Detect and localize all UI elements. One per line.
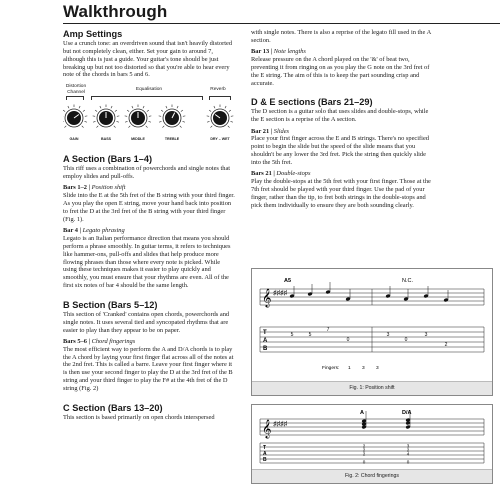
section-a-heading: A Section (Bars 1–4): [63, 154, 153, 165]
right-column: [251, 29, 436, 210]
fig2-tab-number: 2: [362, 443, 366, 449]
section-de-heading: D & E sections (Bars 21–29): [251, 97, 373, 108]
dry-wet-knob: [207, 105, 234, 128]
left-column: [63, 29, 235, 422]
fig2-chord-da: D/A: [402, 410, 412, 416]
figure-1-notation: [252, 269, 492, 382]
middle-knob: [125, 105, 152, 128]
bar-4-label: Bar 4: [63, 227, 78, 235]
fig1-tab-number: 0: [404, 337, 408, 343]
fig1-tab-t: T: [263, 330, 267, 336]
bar-4-text: Legato is an Italian performance direction that means you should perform a phrase smoothly. In guitar terms, it refers to techniques like hammer-ons, pull-offs and slides that help produce more flowing phrases than those where every note is picked. While using these techniques makes it easier to play quickly and smoothly, you must ensure that your rhythms are even. All of the first six notes of bar 4 should be the same length.: [63, 234, 231, 290]
fig2-tab-number: 2: [362, 447, 366, 453]
fig1-tab-number: 7: [326, 327, 330, 333]
fig1-finger-number: 1: [348, 366, 351, 371]
fig1-tab-b: B: [263, 346, 268, 352]
bass-knob-label: BASS: [101, 137, 111, 142]
section-b-text: This section of 'Cranked' contains open chords, powerchords and single notes. It uses several tied and syncopated rhythms that are easier to play than they appear to be on paper.: [63, 310, 230, 334]
fig2-tab-number: 2: [406, 447, 410, 453]
fig1-tab-number: 0: [346, 337, 350, 343]
equalisation-label: Equalisation: [135, 87, 163, 93]
bar-21-label: Bar 21: [251, 127, 270, 135]
middle-knob-label: MIDDLE: [131, 137, 145, 142]
amp-settings-heading: Amp Settings: [63, 29, 123, 39]
fig2-tab-number: 3: [406, 443, 410, 449]
distortion-channel-label: Distortion Channel: [65, 84, 87, 95]
fig1-note: [423, 286, 428, 298]
bars-21-double-stops-paragraph: Bars 21 | Double-stops Play the double-stops at the 5th fret with your first finger. Those at the 7th fret should be played with your third finger. Use the pad of your finger, rather than the tip, to fret both strings in the double-stops and pick them individually to ensure they are both sounding clearly.: [251, 170, 431, 209]
fig1-tab-a: A: [263, 338, 268, 344]
fig1-note: [307, 284, 312, 296]
gain-knob: [63, 105, 87, 128]
figure-2-chord-fingerings: [251, 404, 493, 484]
fig1-finger-number: 3: [362, 366, 365, 371]
bars-1-2-text: Slide into the E at the 5th fret of the B string with your third finger. As you play the open E string, move your hand back into position to fret the D at the 3rd fret of the B string with your third finger (Fig. 1).: [63, 192, 235, 223]
fig1-tab-number: 5: [290, 332, 294, 338]
reverb-label: Reverb: [210, 87, 226, 93]
fig2-tab-number: 0: [362, 459, 366, 465]
fig2-tab-number: 4: [406, 451, 410, 457]
fig1-note: [289, 286, 294, 298]
section-de-text: The D section is a guitar solo that uses slides and double-stops, while the E section is a reprise of the A section.: [251, 108, 429, 124]
svg-text:𝄞: 𝄞: [262, 290, 272, 307]
title-rule: [63, 23, 500, 24]
fig2-tab-number: 2: [362, 451, 366, 457]
figure-1-caption: Fig. 1: Position shift: [252, 381, 492, 395]
bars-21-tag: Double-stops: [276, 170, 311, 178]
fig1-finger-number: 3: [376, 366, 379, 371]
bars-21-label: Bars 21: [251, 170, 272, 178]
fig1-note: [403, 289, 408, 301]
fig2-tab-a: A: [263, 451, 267, 457]
bar-13-text: Release pressure on the A chord played on the '&' of beat two, preventing it from ringing on as you play the G note on the 3rd fret of the E string. The aim of this is to keep the part sounding crisp and accurate.: [251, 56, 430, 87]
svg-text:♯♯♯♯: ♯♯♯♯: [273, 421, 287, 428]
fig2-tab-b: B: [263, 457, 267, 463]
bars-5-6-paragraph: Bars 5–6 | Chord fingerings The most efficient way to perform the A and D/A chords is to play the A chord by laying your first finger flat across all of the notes at the 2nd fret. This is called a barre. Leave your first finger where it is then use your second finger to play the D at the 3rd fret of the B string and your third finger to play the F# at the 4th fret of the D string (Fig. 2): [63, 337, 234, 392]
fig1-tab-number: 3: [386, 332, 390, 338]
bar-13-paragraph: Bar 13 | Note lengths Release pressure on the A chord played on the '&' of beat two, preventing it from ringing on as you play the G note on the 3rd fret of the E string. The aim of this is to keep the part sounding crisp and accurate.: [251, 48, 430, 87]
bars-21-text: Play the double-stops at the 5th fret with your first finger. Those at the 7th fret should be played with your third finger. Use the pad of your finger, rather than the tip, to fret both strings in the double-stops and pick them individually to ensure they are both sounding clearly.: [251, 178, 431, 209]
fig2-tab-number: 0: [406, 459, 410, 465]
svg-text:𝄞: 𝄞: [262, 421, 272, 438]
amp-settings-text: Use a crunch tone: an overdriven sound that isn't heavily distorted but not completely clean, either. Set your gain to around 7, although this is just a guide. Your guitar's tone should be just breaking up but not too distorted so that you're able to hear every note of the chords in bars 5 and 6.: [63, 40, 233, 79]
dry-wet-knob-label: DRY – WET: [210, 137, 230, 142]
figure-2-notation: [252, 405, 492, 470]
bars-5-6-tag: Chord fingerings: [91, 337, 136, 345]
bars-1-2-label: Bars 1–2: [63, 184, 87, 192]
bars-5-6-text: The most efficient way to perform the A and D/A chords is to play the A chord by laying your first finger flat across all of the notes at the 2nd fret. This is called a barre. Leave your first finger where it is then use your second finger to play the D at the 3rd fret of the B string and your third finger to play the F# at the 4th fret of the D string (Fig. 2): [63, 345, 234, 392]
treble-knob-label: TREBLE: [164, 137, 180, 142]
fig1-note: [345, 289, 350, 301]
bar-21-text: Place your first finger across the E and B strings. There's no specified point to begin the slide but the speed of the slide means that you shouldn't be any lower the 3rd fret. Pick the string then quickly slide into the 5th fret.: [251, 135, 429, 166]
fig1-note: [443, 290, 448, 302]
fig1-fingers-label: Fingers:: [322, 366, 340, 371]
section-c-continued-text: with single notes. There is also a reprise of the legato fill used in the A section.: [251, 29, 431, 44]
figure-2-caption: Fig. 2: Chord fingerings: [252, 469, 492, 483]
bars-5-6-label: Bars 5–6: [63, 337, 87, 345]
bar-21-tag: Slides: [273, 127, 290, 135]
fig1-chord-nc: N.C.: [402, 278, 413, 284]
page-title: Walkthrough: [63, 2, 168, 21]
bar-13-label: Bar 13: [251, 48, 270, 56]
gain-knob-label: GAIN: [69, 137, 79, 142]
fig1-tab-number: 5: [308, 332, 312, 338]
fig2-tab-t: T: [263, 445, 267, 451]
section-c-heading: C Section (Bars 13–20): [63, 402, 163, 413]
svg-text:♯♯♯♯: ♯♯♯♯: [273, 290, 287, 297]
bass-knob: [93, 105, 120, 128]
amp-settings-diagram: [63, 84, 235, 144]
bars-1-2-paragraph: Bars 1–2 | Position shift Slide into the E at the 5th fret of the B string with your third finger. As you play the open E string, move your hand back into position to fret the D at the 3rd fret of the B string with your third finger (Fig. 1).: [63, 184, 235, 223]
fig1-tab-number: 2: [444, 342, 448, 348]
section-c-text: This section is based primarily on open chords interspersed: [63, 413, 215, 421]
fig1-chord-a5: A5: [284, 278, 292, 284]
bar-21-slides-paragraph: Bar 21 | Slides Place your first finger across the E and B strings. There's no specified point to begin the slide but the speed of the slide means that you shouldn't be any lower the 3rd fret. Pick the string then quickly slide into the 5th fret.: [251, 127, 429, 166]
bar-4-paragraph: Bar 4 | Legato phrasing Legato is an Italian performance direction that means you should perform a phrase smoothly. In guitar terms, it refers to techniques like hammer-ons, pull-offs and slides that help produce more flowing phrases than those where every note is picked. While using these techniques makes it easier to play quickly and smoothly, you must ensure that your rhythms are even. All of the first six notes of bar 4 should be the same length.: [63, 227, 231, 290]
section-a-text: This riff uses a combination of powerchords and single notes that employ slides and pull-offs.: [63, 165, 231, 181]
fig2-chord-a: A: [360, 410, 364, 416]
bar-13-tag: Note lengths: [273, 48, 306, 56]
section-b-heading: B Section (Bars 5–12): [63, 299, 158, 310]
treble-knob: [159, 105, 186, 128]
bar-4-tag: Legato phrasing: [82, 227, 125, 235]
figure-1-position-shift: [251, 268, 493, 396]
fig1-tab-number: 3: [424, 332, 428, 338]
fig1-note: [385, 286, 390, 298]
bars-1-2-tag: Position shift: [91, 184, 126, 192]
fig1-note: [325, 282, 330, 294]
